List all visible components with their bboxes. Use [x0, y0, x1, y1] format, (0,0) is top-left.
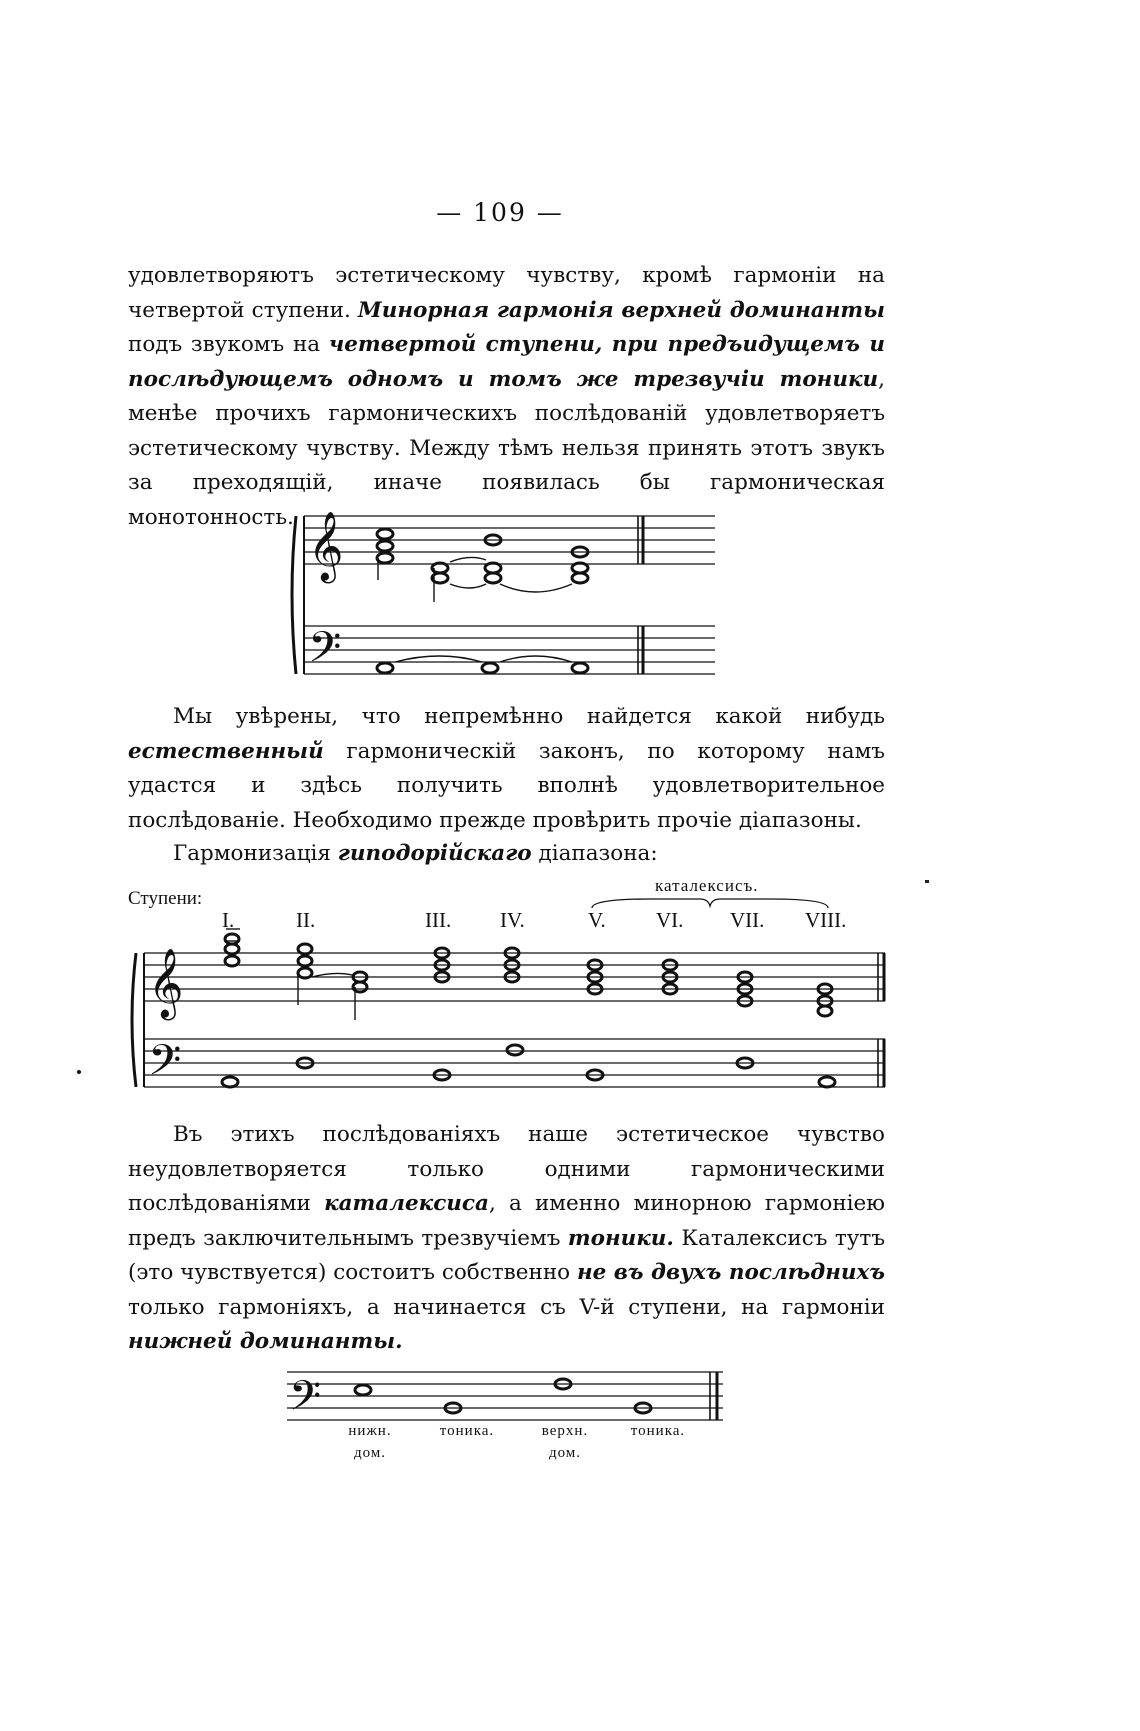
degree-8: VIII.	[805, 908, 847, 932]
svg-text:𝄢: 𝄢	[148, 1036, 182, 1095]
para1-text-2: подъ звукомъ на	[128, 332, 329, 357]
paragraph-1	[128, 259, 885, 535]
para4-text-4: только гармоніяхъ, а начинается съ V-й ступени, на гармоніи	[128, 1294, 885, 1320]
caption-2-line-1: тоника.	[439, 1423, 495, 1439]
music-example-1	[290, 510, 725, 680]
stray-mark	[925, 880, 929, 883]
paragraph-2	[128, 700, 885, 838]
catalexis-brace	[590, 896, 830, 910]
para4-emph-4: нижней доминанты.	[128, 1329, 403, 1354]
caption-3-line-1: верхн.	[541, 1423, 589, 1439]
para1-text-3: , менѣе прочихъ гармоническихъ послѣдованій удовлетворяетъ эстетическому чувству. Между тѣмъ нельзя принять этотъ звукъ за преходящій, иначе появилась бы гармоническая монотонность.	[128, 366, 885, 530]
para2-text-1: Мы увѣрены, что непремѣнно найдется какой нибудь	[173, 704, 885, 729]
caption-tonic-1	[412, 1420, 522, 1442]
para4-emph-3: не въ двухъ послѣднихъ	[576, 1260, 885, 1285]
para4-emph-2: тоники.	[567, 1225, 674, 1251]
para2-emph-1: естественный	[128, 738, 324, 764]
degree-4: IV.	[500, 908, 525, 932]
svg-text:𝄞: 𝄞	[148, 948, 184, 1018]
caption-tonic-2	[603, 1420, 713, 1442]
para4-text-3: Каталексисъ тутъ (это чувствуется) состоитъ собственно	[128, 1225, 885, 1285]
caption-3-line-2: дом.	[548, 1445, 582, 1461]
svg-text:𝄞: 𝄞	[308, 511, 344, 581]
para1-emph-2: четвертой ступени, при предъидущемъ и послѣдующемъ одномъ и томъ же трезвучіи тоники	[128, 332, 886, 392]
svg-text:𝄢: 𝄢	[308, 623, 342, 680]
degree-2: II.	[296, 908, 316, 932]
para4-text-2: , а именно минорною гармоніею предъ заключительнымъ трезвучіемъ	[128, 1191, 885, 1251]
para4-text-1: Въ этихъ послѣдованіяхъ наше эстетическое чувство неудовлетворяется только одними гармоническими послѣдованіями	[128, 1122, 885, 1216]
svg-text:𝄢: 𝄢	[289, 1372, 322, 1430]
degree-1: I.	[222, 908, 235, 932]
para1-emph-1: Минорная гармонія верхней доминанты	[357, 297, 885, 323]
para3-text-2: діапазона:	[531, 841, 658, 866]
caption-1-line-2: дом.	[353, 1445, 387, 1461]
degree-5: V.	[588, 908, 606, 932]
degree-7: VII.	[730, 908, 765, 932]
para1-text-1: удовлетворяютъ эстетическому чувству, кромѣ гармоніи на четвертой ступени.	[128, 263, 885, 323]
catalexis-label: каталексисъ.	[655, 876, 759, 895]
para2-text-2: гармоническій законъ, по которому намъ удастся и здѣсь получить вполнѣ удовлетворительное послѣдованіе. Необходимо прежде провѣрить прочіе діапазоны.	[128, 738, 885, 833]
paragraph-3	[128, 837, 885, 872]
page-number: — 109 —	[436, 198, 564, 227]
caption-4-line-1: тоника.	[630, 1423, 686, 1439]
degree-3: III.	[425, 908, 452, 932]
paragraph-4	[128, 1118, 885, 1360]
caption-lower-dominant	[325, 1420, 415, 1464]
stray-dot	[77, 1070, 81, 1074]
steps-label: Ступени:	[128, 888, 203, 909]
para4-emph-1: каталексиса	[324, 1191, 489, 1216]
caption-1-line-1: нижн.	[348, 1423, 392, 1439]
caption-upper-dominant	[520, 1420, 610, 1464]
degree-6: VI.	[656, 908, 684, 932]
para3-emph-1: гиподорійскаго	[337, 841, 532, 866]
music-example-2	[130, 925, 890, 1095]
para3-text-1: Гармонизація	[173, 841, 338, 866]
